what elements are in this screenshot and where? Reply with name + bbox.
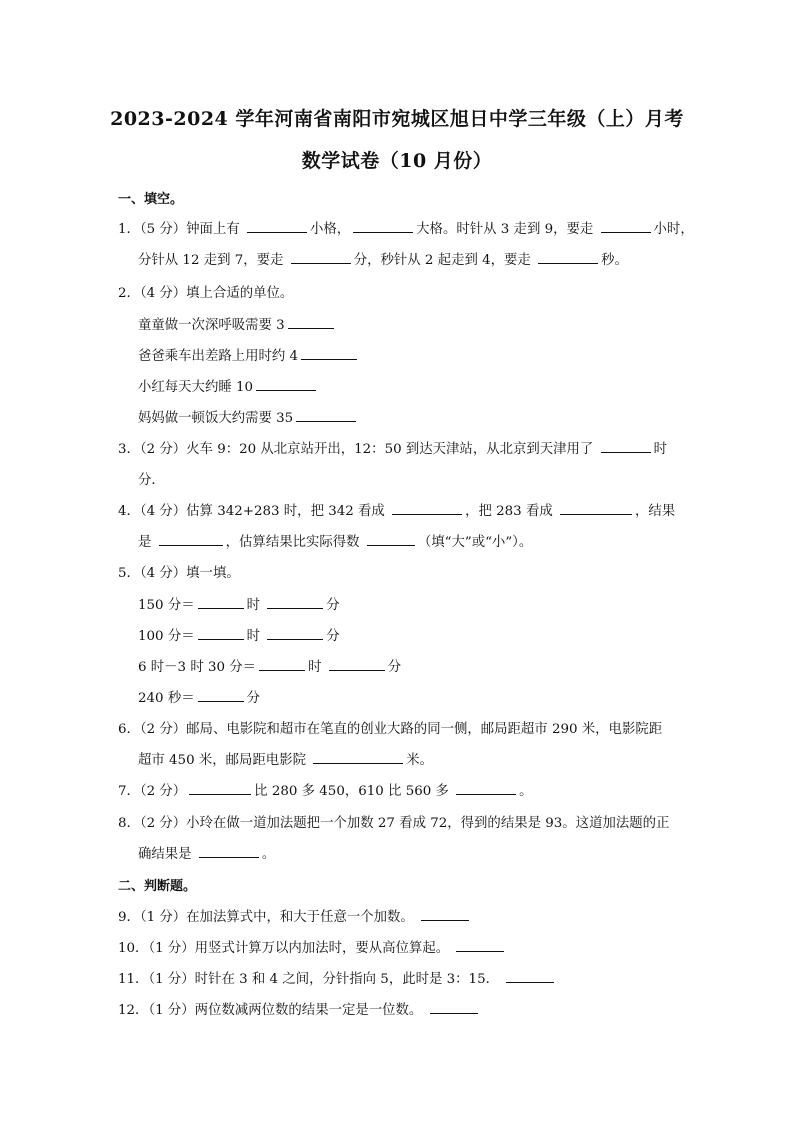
question-4-line1	[118, 500, 675, 519]
question-2-item	[138, 314, 337, 333]
question-2-item	[138, 407, 359, 426]
q4-text-d: 是	[138, 535, 152, 550]
question-9	[118, 906, 472, 925]
section-fill-heading: 一、填空。	[118, 192, 184, 207]
q1-text-e: 分针从 12 走到 7，要走	[138, 253, 284, 268]
q2-item-text: 童童做一次深呼吸需要 3	[138, 318, 285, 333]
q1-text-c: 大格。时针从 3 走到 9，要走	[416, 222, 594, 237]
question-5-row	[138, 625, 340, 644]
q1-text-a: 1．（5 分）钟面上有	[118, 222, 240, 237]
question-5-stem: 5．（4 分）填一填。	[118, 566, 240, 581]
q9-text: 9．（1 分）在加法算式中，和大于任意一个加数。	[118, 910, 414, 925]
q5-text: 时	[246, 629, 260, 644]
answer-blank[interactable]	[291, 251, 351, 264]
answer-blank[interactable]	[313, 751, 403, 764]
answer-blank[interactable]	[329, 658, 385, 671]
question-5-row	[138, 594, 340, 613]
answer-blank[interactable]	[421, 908, 469, 921]
section-judge-heading: 二、判断题。	[118, 879, 197, 894]
answer-blank[interactable]	[256, 378, 316, 391]
q4-text-e: ，估算结果比实际得数	[225, 535, 360, 550]
question-3-line2: 分．	[138, 473, 165, 488]
question-4-line2	[138, 531, 532, 550]
q5-text: 150 分＝	[138, 598, 195, 613]
question-2-stem: 2．（4 分）填上合适的单位。	[118, 286, 294, 301]
answer-blank[interactable]	[247, 220, 307, 233]
answer-blank[interactable]	[198, 596, 244, 609]
q1-text-f: 分，秒针从 2 起走到 4，要走	[353, 253, 531, 268]
q4-text-c: ，结果	[635, 504, 676, 519]
q7-text-a: 7．（2 分）	[118, 784, 187, 799]
answer-blank[interactable]	[430, 1001, 478, 1014]
exam-title-line2: 数学试卷（10 月份）	[301, 150, 493, 172]
answer-blank[interactable]	[267, 596, 323, 609]
answer-blank[interactable]	[506, 970, 554, 983]
q10-text: 10．（1 分）用竖式计算万以内加法时，要从高位算起。	[118, 941, 450, 956]
question-3-line1	[118, 438, 667, 457]
answer-blank[interactable]	[367, 533, 415, 546]
question-6-line1: 6．（2 分）邮局、电影院和超市在笔直的创业大路的同一侧，邮局距超市 290 米，电影院距	[118, 722, 663, 737]
q4-text-a: 4．（4 分）估算 342+283 时，把 342 看成	[118, 504, 385, 519]
q1-text-g: 秒。	[601, 253, 628, 268]
q5-text: 6 时－3 时 30 分＝	[138, 660, 257, 675]
question-11	[118, 968, 557, 987]
question-5-row	[138, 687, 260, 706]
answer-blank[interactable]	[288, 316, 334, 329]
q2-item-text: 爸爸乘车出差路上用时约 4	[138, 349, 299, 364]
answer-blank[interactable]	[198, 689, 244, 702]
q1-text-d: 小时，	[653, 222, 694, 237]
answer-blank[interactable]	[159, 533, 223, 546]
q5-text: 时	[308, 660, 322, 675]
answer-blank[interactable]	[198, 627, 244, 640]
answer-blank[interactable]	[189, 782, 251, 795]
answer-blank[interactable]	[392, 502, 462, 515]
answer-blank[interactable]	[301, 347, 357, 360]
question-8-line1: 8．（2 分）小玲在做一道加法题把一个加数 27 看成 72，得到的结果是 93。这道加法题的正	[118, 816, 670, 831]
question-2-item	[138, 345, 360, 364]
answer-blank[interactable]	[456, 782, 516, 795]
question-2-item	[138, 376, 319, 395]
question-10	[118, 937, 507, 956]
q4-text-b: ，把 283 看成	[465, 504, 553, 519]
q5-text: 分	[246, 691, 260, 706]
q8-text-c: 。	[261, 847, 276, 862]
answer-blank[interactable]	[353, 220, 413, 233]
question-7	[118, 780, 533, 799]
answer-blank[interactable]	[560, 502, 632, 515]
q2-item-text: 小红每天大约睡 10	[138, 380, 254, 395]
q7-text-b: 比 280 多 450，610 比 560 多	[254, 784, 449, 799]
q8-text-b: 确结果是	[138, 847, 192, 862]
q12-text: 12．（1 分）两位数减两位数的结果一定是一位数。	[118, 1003, 423, 1018]
q5-text: 分	[387, 660, 402, 675]
answer-blank[interactable]	[456, 939, 504, 952]
q5-text: 分	[326, 629, 340, 644]
question-6-line2	[138, 749, 433, 768]
answer-blank[interactable]	[601, 440, 651, 453]
question-1-line2	[138, 249, 628, 268]
answer-blank[interactable]	[538, 251, 598, 264]
question-12	[118, 999, 481, 1018]
q7-text-c: 。	[519, 784, 533, 799]
q3-text-a: 3．（2 分）火车 9：20 从北京站开出，12：50 到达天津站，从北京到天津用了	[118, 442, 594, 457]
q5-text: 100 分＝	[138, 629, 195, 644]
question-5-row	[138, 656, 401, 675]
question-1-line1	[118, 218, 694, 237]
q11-text: 11．（1 分）时针在 3 和 4 之间，分针指向 5，此时是 3：15．	[118, 972, 499, 987]
q5-text: 分	[326, 598, 340, 613]
exam-title-line1: 2023-2024 学年河南省南阳市宛城区旭日中学三年级（上）月考	[110, 108, 684, 130]
answer-blank[interactable]	[259, 658, 305, 671]
q1-text-b: 小格，	[310, 222, 351, 237]
answer-blank[interactable]	[199, 845, 259, 858]
q5-text: 时	[246, 598, 260, 613]
q3-text-b: 时	[653, 442, 667, 457]
q6-text-b: 超市 450 米，邮局距电影院	[138, 753, 306, 768]
q5-text: 240 秒＝	[138, 691, 195, 706]
answer-blank[interactable]	[267, 627, 323, 640]
answer-blank[interactable]	[601, 220, 651, 233]
q4-text-f: （填“大”或“小”）。	[417, 535, 533, 550]
q2-item-text: 妈妈做一顿饭大约需要 35	[138, 411, 294, 426]
q6-text-c: 米。	[406, 753, 434, 768]
question-8-line2	[138, 843, 275, 862]
answer-blank[interactable]	[296, 409, 356, 422]
